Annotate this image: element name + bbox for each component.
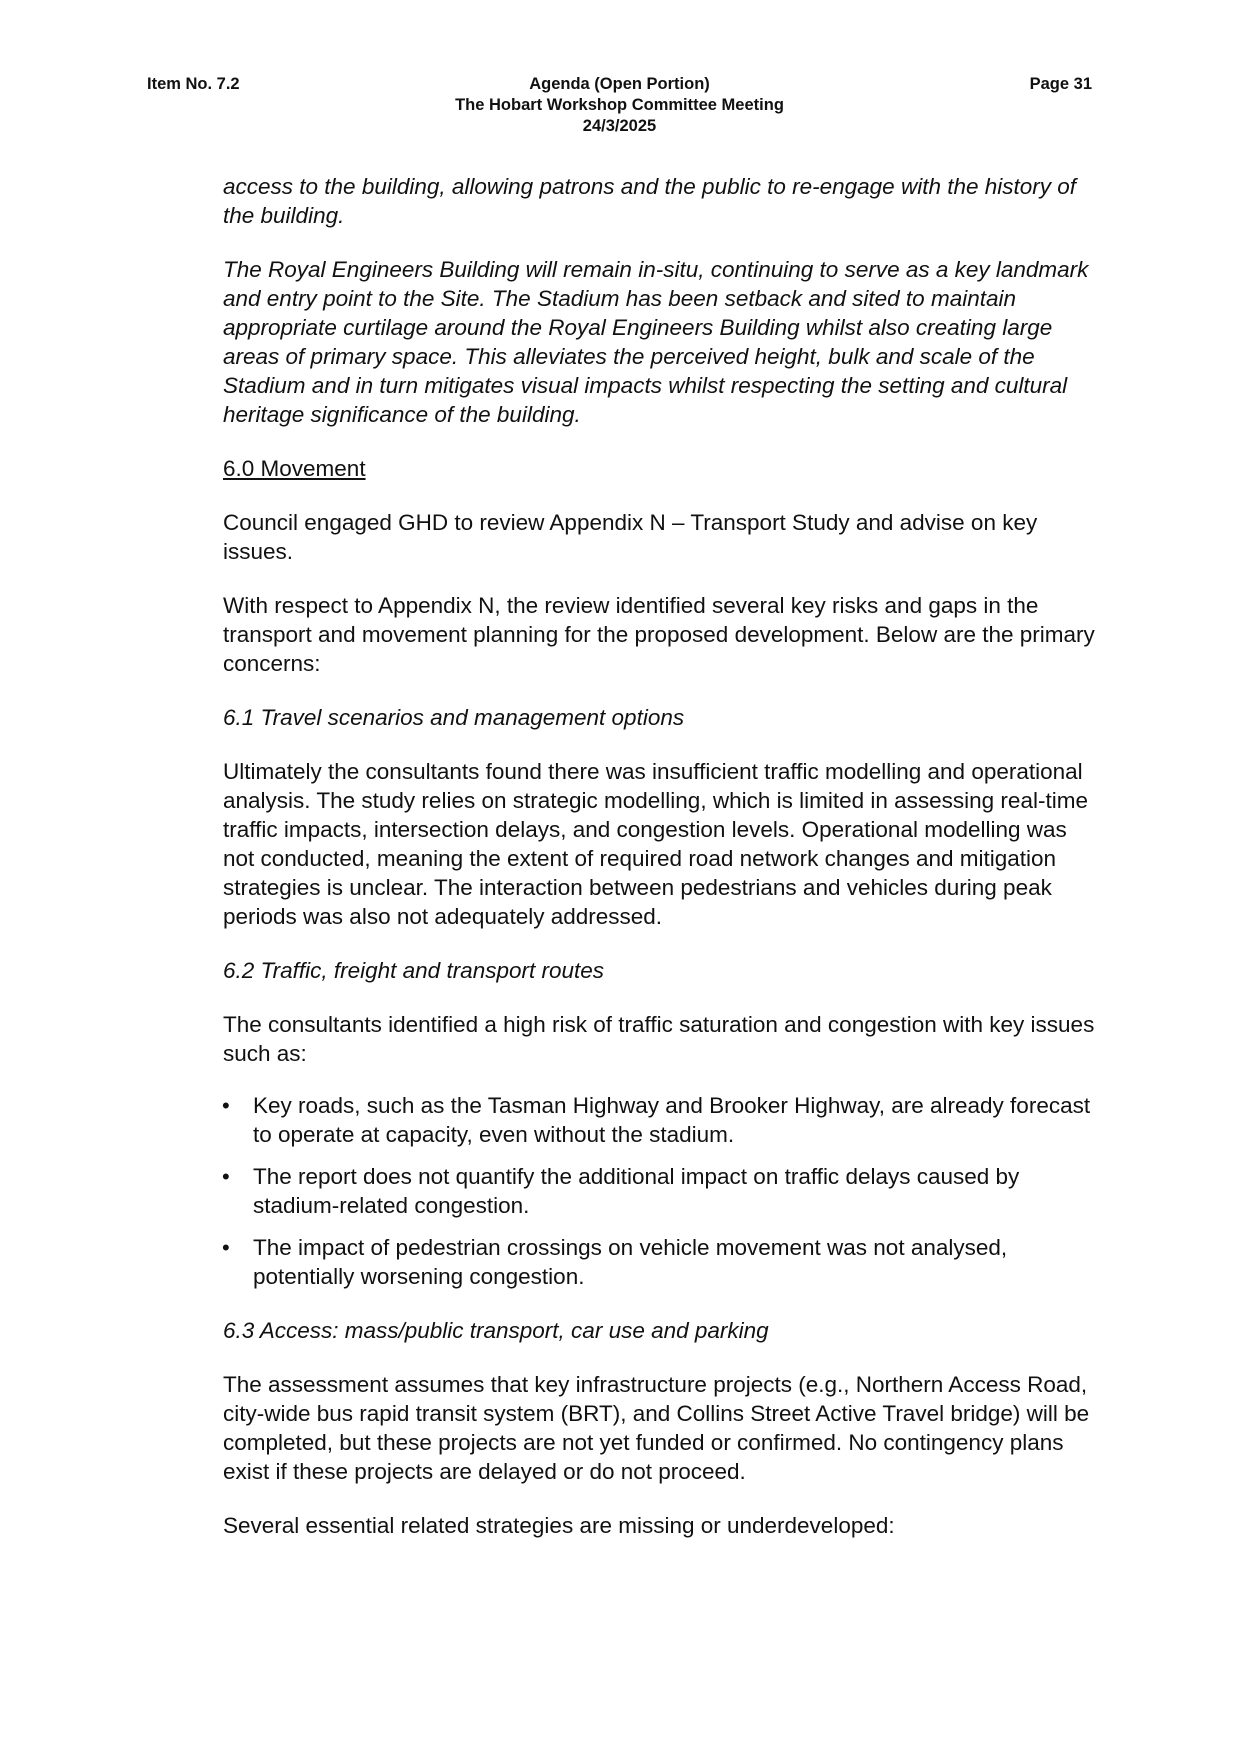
list-item — [223, 1091, 1103, 1149]
subheading-6-3: 6.3 Access: mass/public transport, car use and parking — [223, 1318, 769, 1343]
paragraph-strategies: Several essential related strategies are missing or underdeveloped: — [223, 1513, 895, 1538]
bullet-icon: • — [222, 1093, 230, 1118]
list-item — [223, 1233, 1103, 1291]
paragraph-assessment: The assessment assumes that key infrastructure projects (e.g., Northern Access Road, city-wide bus rapid transit system (BRT), and Collins Street Active Travel bridge) will be completed, but these projects are not yet funded or confirmed. No contingency plans exist if these projects are delayed or do not proceed. — [223, 1372, 1090, 1484]
document-body — [223, 172, 1103, 1565]
paragraph-congestion: The consultants identified a high risk of traffic saturation and congestion with key issues such as: — [223, 1012, 1095, 1066]
bullet-icon: • — [222, 1164, 230, 1189]
subheading-6-1: 6.1 Travel scenarios and management options — [223, 705, 685, 730]
meeting-title: The Hobart Workshop Committee Meeting — [455, 96, 784, 114]
list-item-text: Key roads, such as the Tasman Highway and Brooker Highway, are already forecast to operate at capacity, even without the stadium. — [253, 1093, 1091, 1147]
list-item-text: The report does not quantify the additional impact on traffic delays caused by stadium-related congestion. — [253, 1164, 1020, 1218]
paragraph-council: Council engaged GHD to review Appendix N – Transport Study and advise on key issues. — [223, 510, 1038, 564]
bullet-list — [223, 1091, 1103, 1291]
agenda-title: Agenda (Open Portion) — [529, 75, 710, 93]
paragraph-access: access to the building, allowing patrons and the public to re-engage with the history of the building. — [223, 174, 1077, 228]
subheading-6-2: 6.2 Traffic, freight and transport routes — [223, 958, 605, 983]
section-heading-movement-text: 6.0 Movement — [223, 456, 366, 481]
bullet-icon: • — [222, 1235, 230, 1260]
page-header — [147, 74, 1092, 144]
meeting-date: 24/3/2025 — [582, 117, 657, 135]
meeting-heading — [147, 74, 1092, 137]
list-item-text: The impact of pedestrian crossings on vehicle movement was not analysed, potentially worsening congestion. — [253, 1235, 1008, 1289]
page-number: Page 31 — [1029, 75, 1092, 93]
item-number: Item No. 7.2 — [147, 75, 240, 93]
paragraph-appendix-n: With respect to Appendix N, the review identified several key risks and gaps in the transport and movement planning for the proposed development. Below are the primary concerns: — [223, 593, 1095, 676]
section-heading-movement — [223, 454, 1103, 483]
paragraph-modelling: Ultimately the consultants found there was insufficient traffic modelling and operational analysis. The study relies on strategic modelling, which is limited in assessing real-time traffic impacts, intersection delays, and congestion levels. Operational modelling was not conducted, meaning the extent of required road network changes and mitigation strategies is unclear. The interaction between pedestrians and vehicles during peak periods was also not adequately addressed. — [223, 759, 1088, 929]
list-item — [223, 1162, 1103, 1220]
paragraph-royal-engineers: The Royal Engineers Building will remain in-situ, continuing to serve as a key landmark and entry point to the Site. The Stadium has been setback and sited to maintain appropriate curtilage around the Royal Engineers Building whilst also creating large areas of primary space. This alleviates the perceived height, bulk and scale of the Stadium and in turn mitigates visual impacts whilst respecting the setting and cultural heritage significance of the building. — [223, 257, 1089, 427]
